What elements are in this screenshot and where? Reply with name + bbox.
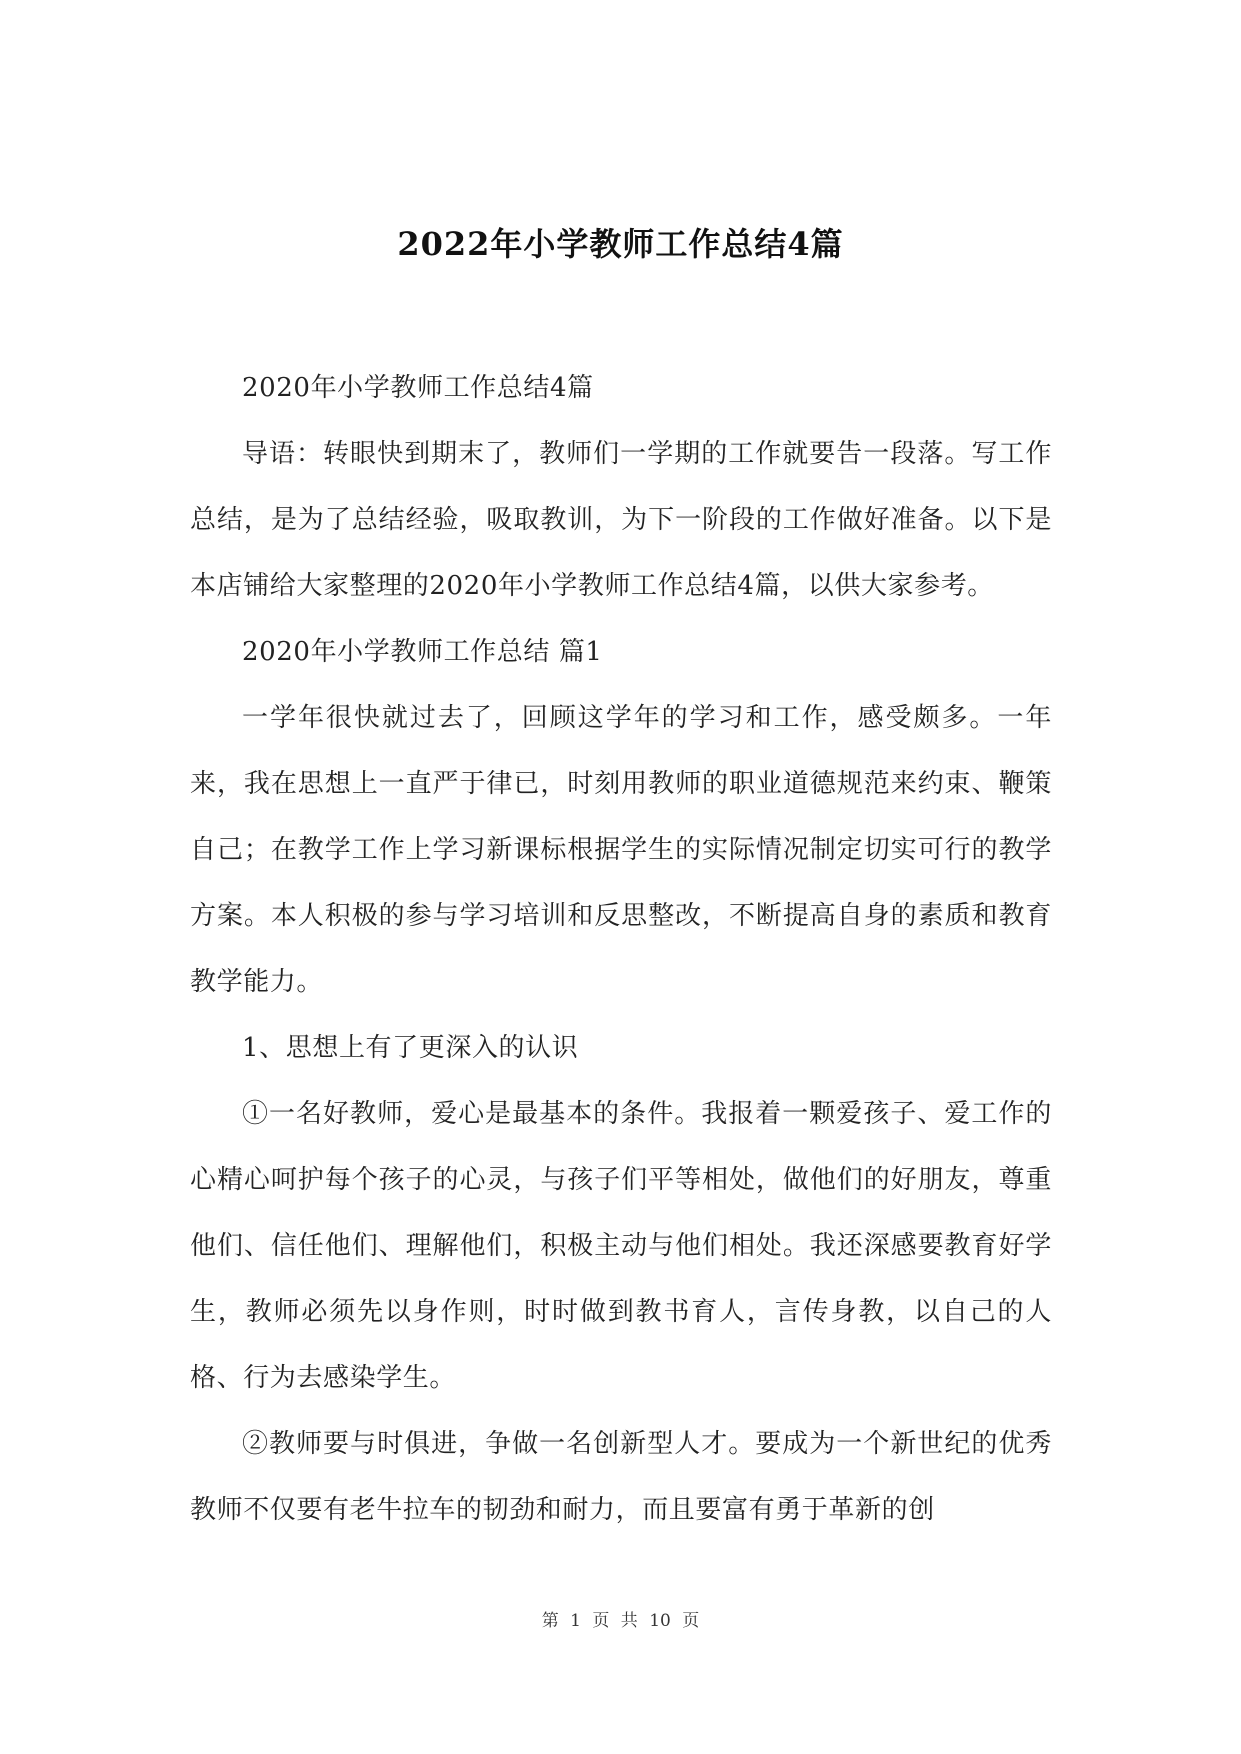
paragraph-intro: 导语：转眼快到期末了，教师们一学期的工作就要告一段落。写工作总结，是为了总结经验，吸取教训，为下一阶段的工作做好准备。以下是本店铺给大家整理的2020年小学教师工作总结4篇，以供大家参考。 xyxy=(190,439,1052,601)
paragraph-point-1: ①一名好教师，爱心是最基本的条件。我报着一颗爱孩子、爱工作的心精心呵护每个孩子的心灵，与孩子们平等相处，做他们的好朋友，尊重他们、信任他们、理解他们，积极主动与他们相处。我还深感要教育好学生，教师必须先以身作则，时时做到教书育人，言传身教，以自己的人格、行为去感染学生。 xyxy=(190,1099,1052,1393)
paragraph-point-2: ②教师要与时俱进，争做一名创新型人才。要成为一个新世纪的优秀教师不仅要有老牛拉车的韧劲和耐力，而且要富有勇于革新的创 xyxy=(190,1429,1052,1525)
document-title: 2022年小学教师工作总结4篇 xyxy=(397,225,844,263)
paragraph-review: 一学年很快就过去了，回顾这学年的学习和工作，感受颇多。一年来，我在思想上一直严于律已，时刻用教师的职业道德规范来约束、鞭策自己；在教学工作上学习新课标根据学生的实际情况制定切实可行的教学方案。本人积极的参与学习培训和反思整改，不断提高自身的素质和教育教学能力。 xyxy=(190,703,1052,997)
page-number: 第 1 页 共 10 页 xyxy=(541,1611,700,1631)
document-body xyxy=(190,355,1052,1543)
paragraph-subtitle: 2020年小学教师工作总结4篇 xyxy=(242,373,594,403)
subsection-heading: 1、思想上有了更深入的认识 xyxy=(242,1033,579,1063)
section-heading: 2020年小学教师工作总结 篇1 xyxy=(242,637,603,667)
